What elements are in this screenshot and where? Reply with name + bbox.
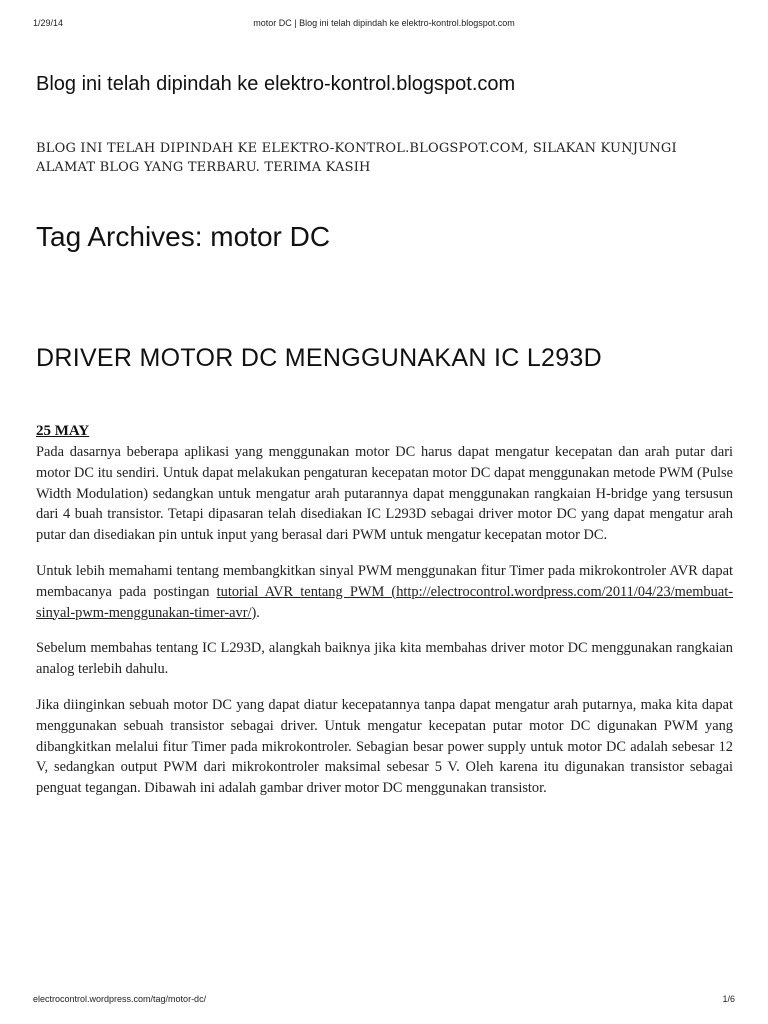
post-date-link[interactable]: 25 MAY	[36, 423, 90, 439]
post-paragraph-2-text: Untuk lebih memahami tentang membangkitkan sinyal PWM menggunakan fitur Timer pada mikrokontroler AVR dapat membacanya pada postingan	[36, 562, 733, 600]
post-paragraph-4: Jika diinginkan sebuah motor DC yang dapat diatur kecepatannya tanpa dapat mengatur arah putarnya, maka kita dapat menggunakan sebuah transistor sebagai driver. Untuk mengatur kecepatan putar motor DC digunakan PWM yang dibangkitkan melalui fitur Timer pada mikrokontroler. Sebagian besar power supply untuk motor DC adalah sebesar 12 V, sedangkan output PWM dari mikrokontroler maksimal sebesar 5 V. Oleh karena itu digunakan transistor sebagai penguat tegangan. Dibawah ini adalah gambar driver motor DC menggunakan transistor.	[36, 696, 733, 797]
post-paragraph-2	[36, 561, 733, 623]
site-title-link[interactable]: Blog ini telah dipindah ke elektro-kontrol.blogspot.com	[36, 73, 516, 95]
page-number: 1/6	[722, 994, 735, 1004]
post-paragraph-1: Pada dasarnya beberapa aplikasi yang menggunakan motor DC harus dapat mengatur kecepatan dan arah putar dari motor DC itu sendiri. Untuk dapat melakukan pengaturan kecepatan motor DC dapat menggunakan metode PWM (Pulse Width Modulation) sedangkan untuk mengatur arah putarannya dapat menggunakan rangkaian H-bridge yang tersusun dari 4 buah transistor. Tetapi dipasaran telah disediakan IC L293D sebagai driver motor DC yang dapat mengatur arah putar dan disediakan pin untuk input yang berasal dari PWM untuk mengatur kecepatan motor DC.	[36, 444, 733, 544]
post-paragraph-2-end: .	[256, 604, 260, 621]
post-content	[36, 442, 733, 814]
print-url: electrocontrol.wordpress.com/tag/motor-dc/	[33, 994, 207, 1004]
site-description: BLOG INI TELAH DIPINDAH KE ELEKTRO-KONTROL.BLOGSPOT.COM, SILAKAN KUNJUNGI ALAMAT BLOG YANG TERBARU. TERIMA KASIH	[36, 141, 677, 175]
print-footer	[33, 994, 735, 1008]
post-title-link[interactable]: DRIVER MOTOR DC MENGGUNAKAN IC L293D	[36, 344, 602, 372]
print-header	[33, 18, 735, 32]
print-date: 1/29/14	[33, 18, 64, 28]
archive-title: Tag Archives: motor DC	[36, 221, 331, 252]
pwm-tutorial-link[interactable]: tutorial AVR tentang PWM (http://electrocontrol.wordpress.com/2011/04/23/membuat-sinyal-pwm-menggunakan-timer-avr/)	[36, 583, 733, 621]
post-paragraph-3: Sebelum membahas tentang IC L293D, alangkah baiknya jika kita membahas driver motor DC menggunakan rangkaian analog terlebih dahulu.	[36, 640, 733, 678]
print-page-title: motor DC | Blog ini telah dipindah ke elektro-kontrol.blogspot.com	[253, 18, 515, 28]
